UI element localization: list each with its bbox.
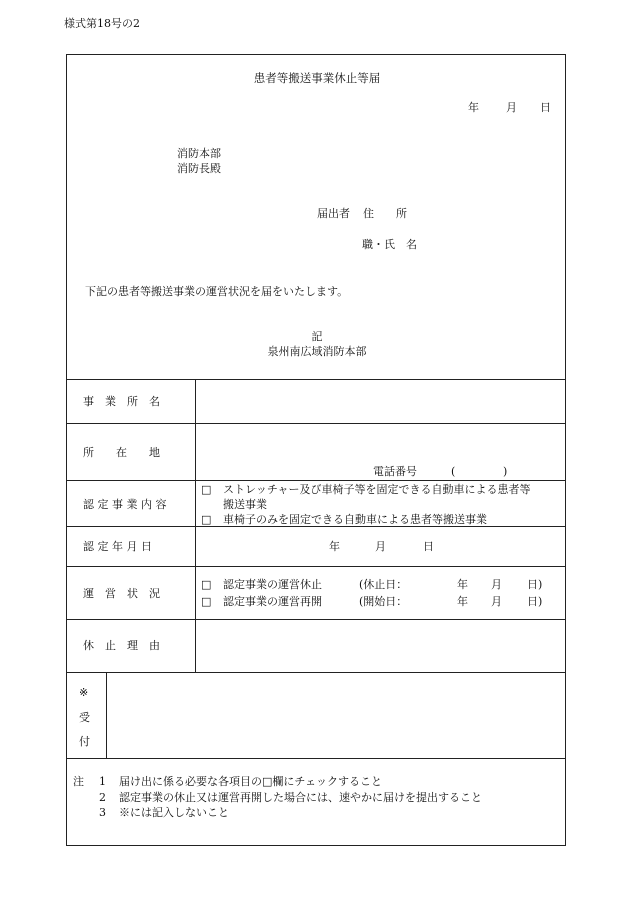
office-name-label: 事 業 所 名 [83,395,160,408]
form-number: 様式第18号の2 [64,17,140,30]
cert-option1-text: ストレッチャー及び車椅子等を固定できる自動車による患者等 [223,483,531,496]
suspension-reason-field[interactable] [197,621,563,670]
resume-date-label: (開始日： [359,595,408,608]
cert-option2-checkbox[interactable]: □ [201,513,212,526]
row-divider [67,619,565,620]
cert-option2-text: 車椅子のみを固定できる自動車による患者等搬送事業 [223,513,487,526]
reception-label-1: 受 [79,711,90,724]
reception-column-divider [106,672,107,758]
form-title: 患者等搬送事業休止等届 [253,71,381,85]
row-divider [67,758,565,759]
applicant-label: 届出者 [317,207,350,220]
date-day-label: 日 [540,101,551,114]
suspension-reason-label: 休 止 理 由 [83,639,160,652]
suspend-date-year: 年 [457,578,468,591]
location-label: 所 在 地 [83,446,160,459]
location-field[interactable] [197,425,563,465]
cert-date-year: 年 [329,540,340,553]
office-name-field[interactable] [197,381,563,421]
phone-paren-close: ) [503,465,508,478]
applicant-name-label: 職・氏 名 [362,238,417,251]
label-column-divider [195,379,196,672]
note-text: 届け出に係る必要な各項目の□欄にチェックすること [119,775,383,788]
operation-status-label: 運 営 状 況 [83,587,160,600]
cert-option1-checkbox[interactable]: □ [201,483,212,496]
status-suspend-checkbox[interactable]: □ [201,578,212,591]
applicant-address-label: 住 所 [363,207,407,220]
note-number: 3 [99,806,106,819]
resume-date-year: 年 [457,595,468,608]
cert-date-day: 日 [423,540,434,553]
resume-date-day: 日) [527,595,543,608]
row-divider [67,480,565,481]
note-text: 認定事業の休止又は運営再開した場合には、速やかに届けを提出すること [119,791,482,804]
suspend-date-day: 日) [527,578,543,591]
date-year-label: 年 [468,101,479,114]
note-number: 1 [99,775,106,788]
statement-text: 下記の患者等搬送事業の運営状況を届をいたします。 [85,285,349,298]
status-resume-checkbox[interactable]: □ [201,595,212,608]
form-frame [66,54,566,846]
table-top-line [67,379,565,380]
row-divider [67,566,565,567]
ki-label: 記 [311,330,323,343]
cert-date-label: 認 定 年 月 日 [83,540,152,553]
date-month-label: 月 [506,101,517,114]
suspend-date-month: 月 [491,578,502,591]
status-resume-text: 認定事業の運営再開 [223,595,322,608]
row-divider [67,526,565,527]
cert-option1-text-cont: 搬送事業 [223,498,267,511]
status-suspend-text: 認定事業の運営休止 [223,578,322,591]
addressee-line1: 消防本部 [177,147,221,160]
resume-date-month: 月 [491,595,502,608]
reception-label-2: 付 [79,735,90,748]
notes-prefix: 注 [73,775,84,788]
cert-content-label: 認 定 事 業 内 容 [83,498,167,511]
note-number: 2 [99,791,106,804]
row-divider [67,423,565,424]
suspend-date-label: (休止日： [359,578,408,591]
addressee-line2: 消防長殿 [177,162,221,175]
row-divider [67,672,565,673]
phone-label: 電話番号 [373,465,417,478]
phone-paren-open: ( [451,465,456,478]
note-text: ※には記入しないこと [119,806,229,819]
cert-date-month: 月 [375,540,386,553]
reception-mark: ※ [79,686,89,699]
authority-name: 泉州南広域消防本部 [267,345,367,358]
